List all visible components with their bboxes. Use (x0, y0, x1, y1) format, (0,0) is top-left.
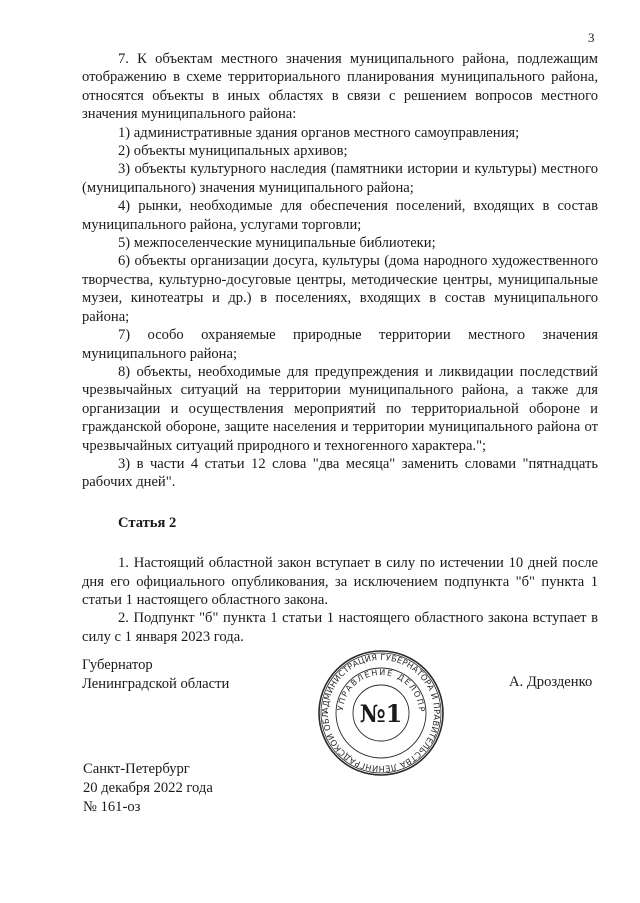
list-item: 1) административные здания органов местного самоуправления; (118, 124, 520, 141)
list-item: 4) рынки, необходимые для обеспечения поселений, входящих в состав муниципального района, услугами торговли; (82, 198, 598, 233)
seal-graphic (317, 649, 445, 777)
list-item: 3) объекты культурного наследия (памятники истории и культуры) местного (муниципального) значения муниципального района; (82, 161, 598, 196)
svg-text:АДМИНИСТРАЦИЯ ГУБЕРНАТОРА И ПР: АДМИНИСТРАЦИЯ ГУБЕРНАТОРА И ПРАВИТЕЛЬСТВА ЛЕНИНГРАДСКОЙ ОБЛ (319, 651, 443, 775)
list-item: 3) в части 4 статьи 12 слова "два месяца" заменить словами "пятнадцать рабочих дней". (82, 455, 598, 491)
law-number: № 161-оз (83, 799, 141, 815)
paragraph: 7. К объектам местного значения муниципального района, подлежащим отображению в схеме территориального планирования муниципального района, относятся объекты в иных областях в связи с решением вопросов местного значения муниципального района: (82, 51, 598, 123)
list-item: 7) особо охраняемые природные территории местного значения муниципального района; (82, 327, 598, 362)
position-line: Губернатор (82, 657, 153, 673)
svg-text:УПРАВЛЕНИЕ ДЕЛОПРОИЗВОДСТВА: УПРАВЛЕНИЕ ДЕЛОПР (335, 667, 427, 714)
governor-name: А. Дрозденко (509, 674, 593, 690)
official-seal (317, 649, 445, 777)
article-title: Статья 2 (118, 514, 177, 531)
document-body (82, 50, 598, 646)
signatory-position (82, 656, 229, 694)
list-item: 2) объекты муниципальных архивов; (118, 143, 348, 160)
place-and-date (83, 760, 213, 817)
paragraph: 1. Настоящий областной закон вступает в силу по истечении 10 дней после дня его официального опубликования, за исключением подпункта "б" пункта 1 статьи 1 настоящего областного закона. (82, 555, 598, 608)
svg-text:№1: №1 (359, 699, 403, 728)
date: 20 декабря 2022 года (83, 780, 213, 796)
list-item: 5) межпоселенческие муниципальные библиотеки; (118, 235, 436, 252)
list-item: 8) объекты, необходимые для предупреждения и ликвидации последствий чрезвычайных ситуаций на территории муниципального района, а также для организации и осуществления мероприятий по территориальной обороне и гражданской обороне, защите населения и территории муниципального района от чрезвычайных ситуаций природного и техногенного характера."; (82, 363, 598, 454)
page-number: 3 (588, 30, 595, 45)
city: Санкт-Петербург (83, 761, 190, 777)
position-line: Ленинградской области (82, 676, 230, 692)
list-item: 6) объекты организации досуга, культуры (дома народного художественного творчества, культурно-досуговые центры, методические центры, муниципальные музеи, кинотеатры и др.) в поселениях, входящих в состав муниципального района; (82, 253, 598, 325)
paragraph: 2. Подпункт "б" пункта 1 статьи 1 настоящего областного закона вступает в силу с 1 января 2023 года. (82, 610, 598, 645)
